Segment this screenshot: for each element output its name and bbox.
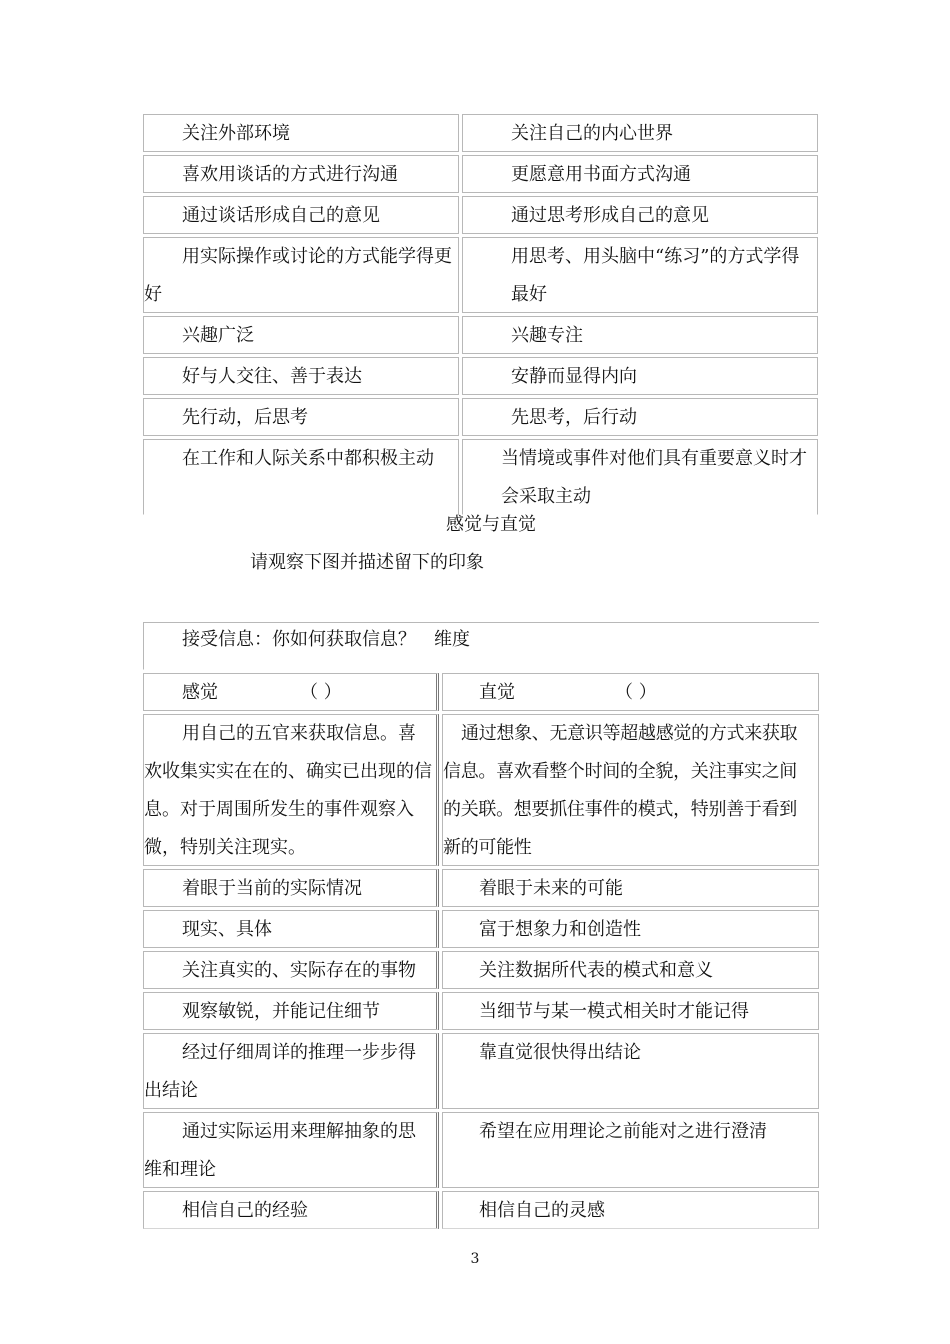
table-cell: 用自己的五官来获取信息。喜欢收集实实在在的、确实已出现的信息。对于周围所发生的事件观察入微，特别关注现实。 bbox=[143, 714, 439, 866]
table-cell: 通过谈话形成自己的意见 bbox=[143, 196, 459, 234]
table-cell: 先行动，后思考 bbox=[143, 398, 459, 436]
table-row bbox=[143, 196, 819, 234]
table-cell: 希望在应用理论之前能对之进行澄清 bbox=[442, 1112, 819, 1188]
section-title: 感觉与直觉 bbox=[446, 514, 536, 535]
column-header-sensing bbox=[143, 673, 439, 711]
table-cell: 关注外部环境 bbox=[143, 114, 459, 152]
table-cell: 相信自己的灵感 bbox=[442, 1191, 819, 1229]
table-cell: 关注真实的、实际存在的事物 bbox=[143, 951, 439, 989]
table-row bbox=[143, 714, 819, 866]
table-cell: 兴趣专注 bbox=[462, 316, 818, 354]
sn-comparison-table bbox=[143, 622, 819, 1232]
table-cell: 通过思考形成自己的意见 bbox=[462, 196, 818, 234]
table-cell: 富于想象力和创造性 bbox=[442, 910, 819, 948]
table-cell: 通过实际运用来理解抽象的思维和理论 bbox=[143, 1112, 439, 1188]
column-header-intuition bbox=[442, 673, 819, 711]
column-marker: （ ） bbox=[300, 682, 342, 703]
table-row bbox=[143, 992, 819, 1030]
table-cell: 观察敏锐，并能记住细节 bbox=[143, 992, 439, 1030]
table-cell: 关注自己的内心世界 bbox=[462, 114, 818, 152]
table-row bbox=[143, 869, 819, 907]
table-cell: 相信自己的经验 bbox=[143, 1191, 439, 1229]
column-marker: （ ） bbox=[615, 682, 657, 703]
ei-comparison-table bbox=[143, 114, 819, 518]
table-cell: 在工作和人际关系中都积极主动 bbox=[143, 439, 459, 515]
table-row bbox=[143, 910, 819, 948]
table-header-cell: 接受信息：你如何获取信息？ 维度 bbox=[143, 622, 819, 670]
table-cell: 先思考，后行动 bbox=[462, 398, 818, 436]
table-cell: 当细节与某一模式相关时才能记得 bbox=[442, 992, 819, 1030]
table-cell: 兴趣广泛 bbox=[143, 316, 459, 354]
column-label: 感觉 bbox=[182, 682, 218, 703]
table-cell: 喜欢用谈话的方式进行沟通 bbox=[143, 155, 459, 193]
table-row bbox=[143, 357, 819, 395]
table-header-row bbox=[143, 622, 819, 670]
table-cell: 靠直觉很快得出结论 bbox=[442, 1033, 819, 1109]
table-cell: 更愿意用书面方式沟通 bbox=[462, 155, 818, 193]
table-cell: 当情境或事件对他们具有重要意义时才会采取主动 bbox=[462, 439, 818, 515]
table-row bbox=[143, 1112, 819, 1188]
table-cell: 经过仔细周详的推理一步步得出结论 bbox=[143, 1033, 439, 1109]
table-cell: 通过想象、无意识等超越感觉的方式来获取信息。喜欢看整个时间的全貌，关注事实之间的关联。想要抓住事件的模式，特别善于看到新的可能性 bbox=[442, 714, 819, 866]
table-cell: 关注数据所代表的模式和意义 bbox=[442, 951, 819, 989]
instruction-text: 请观察下图并描述留下的印象 bbox=[250, 552, 484, 573]
column-label: 直觉 bbox=[479, 682, 515, 703]
table-row bbox=[143, 439, 819, 515]
table-row bbox=[143, 1191, 819, 1229]
table-cell: 用实际操作或讨论的方式能学得更好 bbox=[143, 237, 459, 313]
table-cell: 着眼于未来的可能 bbox=[442, 869, 819, 907]
table-cell: 用思考、用头脑中“练习”的方式学得最好 bbox=[462, 237, 818, 313]
page-number: 3 bbox=[470, 1251, 480, 1267]
table-cell: 现实、具体 bbox=[143, 910, 439, 948]
table-row bbox=[143, 398, 819, 436]
table-row bbox=[143, 1033, 819, 1109]
table-row bbox=[143, 114, 819, 152]
table-row bbox=[143, 951, 819, 989]
table-cell: 着眼于当前的实际情况 bbox=[143, 869, 439, 907]
table-column-header-row bbox=[143, 673, 819, 711]
table-cell: 好与人交往、善于表达 bbox=[143, 357, 459, 395]
table-row bbox=[143, 155, 819, 193]
table-row bbox=[143, 237, 819, 313]
table-cell: 安静而显得内向 bbox=[462, 357, 818, 395]
table-row bbox=[143, 316, 819, 354]
